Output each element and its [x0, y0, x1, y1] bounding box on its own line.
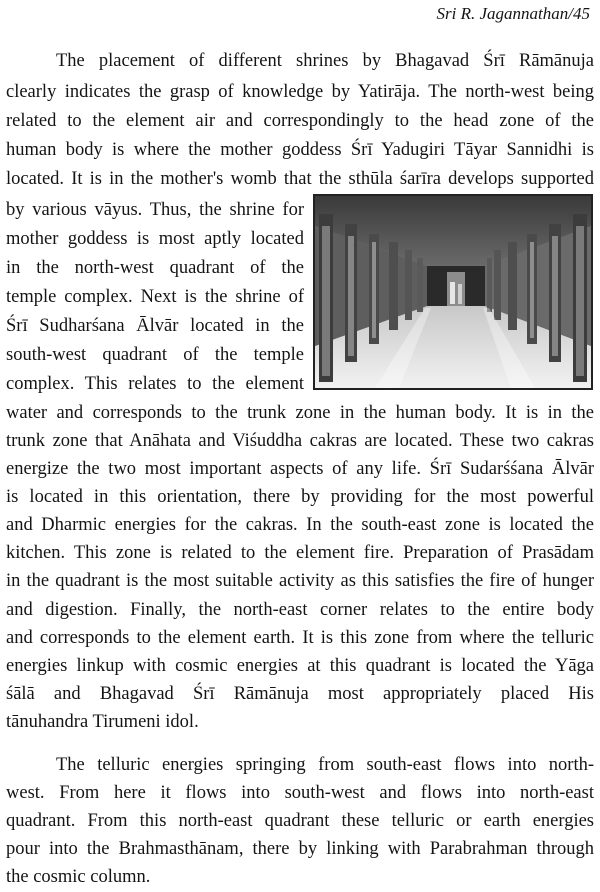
text-line: related to the element air and correspondingly to the head zone of the — [6, 111, 594, 131]
text-line: south-west quadrant of the temple — [6, 345, 304, 365]
text-line: and digestion. Finally, the north-east corner relates to the entire body — [6, 600, 594, 620]
text-line: in the quadrant is the most suitable activity as this satisfies the fire of hunger — [6, 571, 594, 591]
text-line: in the north-west quadrant of the — [6, 258, 304, 278]
text-line: pour into the Brahmasthānam, there by linking with Parabrahman through — [6, 839, 594, 859]
text-line: water and corresponds to the trunk zone in the human body. It is in the — [6, 403, 594, 423]
text-line: clearly indicates the grasp of knowledge by Yatirāja. The north-west being — [6, 82, 594, 102]
text-line: and Dharmic energies for the cakras. In the south-east zone is located the — [6, 515, 594, 535]
text-line: and corresponds to the element earth. It is this zone from where the telluric — [6, 628, 594, 648]
text-line: complex. This relates to the element — [6, 374, 304, 394]
text-line: is located in this orientation, there by providing for the most powerful — [6, 487, 594, 507]
text-line: located. It is in the mother's womb that the sthūla śarīra develops supported — [6, 169, 594, 189]
text-line: quadrant. From this north-east quadrant these telluric or earth energies — [6, 811, 594, 831]
text-line: temple complex. Next is the shrine of — [6, 287, 304, 307]
text-line: human body is where the mother goddess Śrī Yadugiri Tāyar Sannidhi is — [6, 140, 594, 160]
text-line: energies linkup with cosmic energies at this quadrant is located the Yāga — [6, 656, 594, 676]
running-head: Sri R. Jagannathan/45 — [436, 4, 590, 23]
text-line: trunk zone that Anāhata and Viśuddha cakras are located. These two cakras — [6, 431, 594, 451]
text-line: Śrī Sudharśana Ālvār located in the — [6, 316, 304, 336]
text-line: kitchen. This zone is related to the element fire. Preparation of Prasādam — [6, 543, 594, 563]
text-line: by various vāyus. Thus, the shrine for — [6, 200, 304, 220]
text-line: The placement of different shrines by Bhagavad Śrī Rāmānuja — [56, 51, 594, 71]
text-line: tānuhandra Tirumeni idol. — [6, 712, 199, 732]
text-line: the cosmic column. — [6, 867, 151, 887]
text-line: mother goddess is most aptly located — [6, 229, 304, 249]
text-line: energize the two most important aspects of any life. Śrī Sudarśśana Ālvār — [6, 459, 594, 479]
temple-corridor-photo — [313, 194, 593, 390]
text-line: west. From here it flows into south-west and flows into north-east — [6, 783, 594, 803]
text-line: The telluric energies springing from south-east flows into north- — [56, 755, 594, 775]
text-line: śālā and Bhagavad Śrī Rāmānuja most appropriately placed His — [6, 684, 594, 704]
